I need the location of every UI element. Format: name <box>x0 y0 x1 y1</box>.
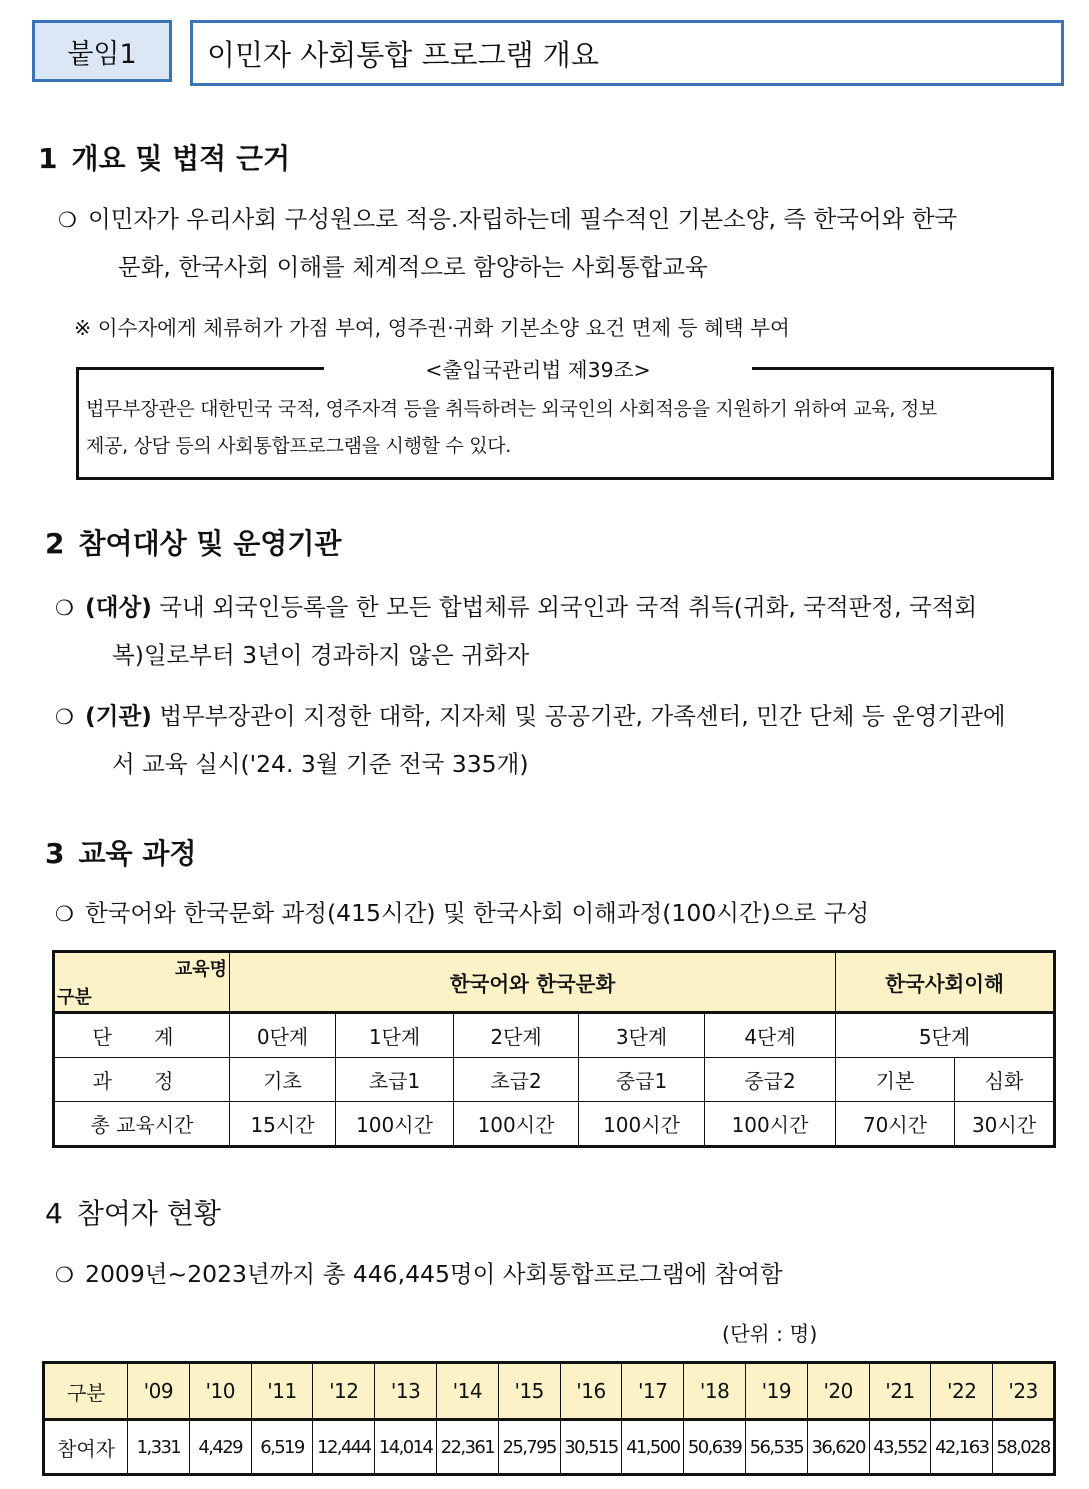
section3-bullet-text: 한국어와 한국문화 과정(415시간) 및 한국사회 이해과정(100시간)으로 구성 <box>85 899 870 927</box>
section1-bullet-line1: 이민자가 우리사회 구성원으로 적응.자립하는데 필수적인 기본소양, 즉 한국어와 한국 <box>88 205 958 233</box>
participant-count-cell: 14,014 <box>375 1420 437 1475</box>
table-row <box>54 1102 1055 1147</box>
org-label: (기관) <box>85 702 152 730</box>
bullet-circle-icon: ❍ <box>55 902 74 926</box>
course-cell: 심화 <box>955 1058 1055 1102</box>
section2-number: 2 <box>45 527 65 560</box>
document-title-text: 이민자 사회통합 프로그램 개요 <box>207 37 599 72</box>
section2-target-bullet <box>55 584 977 679</box>
law-line2: 제공, 상담 등의 사회통합프로그램을 시행할 수 있다. <box>86 435 512 457</box>
org-line2: 서 교육 실시('24. 3월 기준 전국 335개) <box>112 750 529 778</box>
hours-cell: 100시간 <box>705 1102 836 1147</box>
year-cell: '23 <box>993 1363 1055 1420</box>
year-cell: '17 <box>622 1363 684 1420</box>
section1-bullet-line2: 문화, 한국사회 이해를 체계적으로 함양하는 사회통합교육 <box>118 253 708 281</box>
year-cell: '14 <box>436 1363 498 1420</box>
course-cell: 중급1 <box>579 1058 705 1102</box>
course-cell: 기본 <box>836 1058 955 1102</box>
year-cell: '15 <box>498 1363 560 1420</box>
course-cell: 중급2 <box>705 1058 836 1102</box>
year-cell: '16 <box>560 1363 622 1420</box>
year-cell: '19 <box>745 1363 807 1420</box>
participant-count-cell: 43,552 <box>869 1420 931 1475</box>
bullet-circle-icon: ❍ <box>55 596 74 620</box>
section1-heading <box>38 137 290 177</box>
participant-count-cell: 41,500 <box>622 1420 684 1475</box>
participant-count-cell: 12,444 <box>313 1420 375 1475</box>
attachment-tag-label: 붙임1 <box>67 38 137 70</box>
section4-heading <box>45 1192 221 1232</box>
section1-number: 1 <box>38 142 58 175</box>
group-korean-language-culture: 한국어와 한국문화 <box>230 952 836 1013</box>
target-line2: 복)일로부터 3년이 경과하지 않은 귀화자 <box>112 641 530 669</box>
year-cell: '09 <box>128 1363 190 1420</box>
course-table-header-row <box>54 952 1055 1013</box>
section2-title: 참여대상 및 운영기관 <box>78 527 342 560</box>
group-korean-society: 한국사회이해 <box>836 952 1055 1013</box>
org-line1: 법무부장관이 지정한 대학, 지자체 및 공공기관, 가족센터, 민간 단체 등 운영기관에 <box>151 702 1006 730</box>
course-cell: 초급1 <box>336 1058 454 1102</box>
table-row <box>54 1013 1055 1058</box>
participant-count-cell: 30,515 <box>560 1420 622 1475</box>
participant-count-cell: 50,639 <box>684 1420 746 1475</box>
row-label-course: 과 정 <box>54 1058 230 1102</box>
stage-cell: 1단계 <box>336 1013 454 1058</box>
section4-bullet-text: 2009년~2023년까지 총 446,445명이 사회통합프로그램에 참여함 <box>85 1260 783 1288</box>
hours-cell: 30시간 <box>955 1102 1055 1147</box>
section4-bullet <box>55 1251 783 1299</box>
participants-value-row <box>44 1420 1055 1475</box>
year-cell: '20 <box>807 1363 869 1420</box>
hours-cell: 70시간 <box>836 1102 955 1147</box>
section3-title: 교육 과정 <box>78 837 197 870</box>
participant-count-cell: 4,429 <box>189 1420 251 1475</box>
section1-title: 개요 및 법적 근거 <box>71 142 291 175</box>
corner-top-label: 교육명 <box>174 959 227 980</box>
course-cell: 기초 <box>230 1058 336 1102</box>
participants-row-label: 참여자 <box>44 1420 128 1475</box>
hours-cell: 100시간 <box>336 1102 454 1147</box>
hours-cell: 100시간 <box>454 1102 579 1147</box>
table-row <box>54 1058 1055 1102</box>
stage-cell: 0단계 <box>230 1013 336 1058</box>
target-line1: 국내 외국인등록을 한 모든 합법체류 외국인과 국적 취득(귀화, 국적판정, 국적회 <box>151 593 978 621</box>
year-cell: '11 <box>251 1363 313 1420</box>
participant-count-cell: 36,620 <box>807 1420 869 1475</box>
participants-header-row <box>44 1363 1055 1420</box>
row-label-stage: 단 계 <box>54 1013 230 1058</box>
section2-org-bullet <box>55 693 1006 788</box>
stage-cell: 3단계 <box>579 1013 705 1058</box>
stage-cell: 5단계 <box>836 1013 1055 1058</box>
participant-count-cell: 42,163 <box>931 1420 993 1475</box>
participants-row-header: 구분 <box>44 1363 128 1420</box>
section1-bullet <box>58 196 957 291</box>
attachment-tag <box>32 20 172 82</box>
section1-note: ※ 이수자에게 체류허가 가점 부여, 영주권·귀화 기본소양 요건 면제 등 혜택 부여 <box>74 316 790 340</box>
bullet-circle-icon: ❍ <box>55 705 74 729</box>
year-cell: '21 <box>869 1363 931 1420</box>
section3-number: 3 <box>45 837 65 870</box>
year-cell: '12 <box>313 1363 375 1420</box>
document-title <box>190 20 1064 86</box>
target-label: (대상) <box>85 593 152 621</box>
participants-table <box>42 1361 1056 1476</box>
section3-heading <box>45 832 196 872</box>
bullet-circle-icon: ❍ <box>55 1263 74 1287</box>
course-table <box>52 950 1056 1148</box>
participant-count-cell: 22,361 <box>436 1420 498 1475</box>
participant-count-cell: 1,331 <box>128 1420 190 1475</box>
law-caption: <출입국관리법 제39조> <box>324 352 752 388</box>
stage-cell: 2단계 <box>454 1013 579 1058</box>
participant-count-cell: 56,535 <box>745 1420 807 1475</box>
unit-label: (단위 : 명) <box>722 1322 818 1346</box>
participant-count-cell: 58,028 <box>993 1420 1055 1475</box>
section4-number: 4 <box>45 1197 63 1230</box>
hours-cell: 15시간 <box>230 1102 336 1147</box>
row-label-hours: 총 교육시간 <box>54 1102 230 1147</box>
course-table-corner <box>54 952 230 1013</box>
participant-count-cell: 6,519 <box>251 1420 313 1475</box>
year-cell: '13 <box>375 1363 437 1420</box>
section4-title: 참여자 현황 <box>76 1197 221 1230</box>
corner-bottom-label: 구분 <box>57 987 92 1008</box>
year-cell: '18 <box>684 1363 746 1420</box>
year-cell: '22 <box>931 1363 993 1420</box>
law-excerpt-text <box>86 391 1056 465</box>
law-line1: 법무부장관은 대한민국 국적, 영주자격 등을 취득하려는 외국인의 사회적응을 지원하기 위하여 교육, 정보 <box>86 398 937 420</box>
participant-count-cell: 25,795 <box>498 1420 560 1475</box>
year-cell: '10 <box>189 1363 251 1420</box>
course-cell: 초급2 <box>454 1058 579 1102</box>
bullet-circle-icon: ❍ <box>58 208 77 232</box>
stage-cell: 4단계 <box>705 1013 836 1058</box>
section3-bullet <box>55 890 869 938</box>
section2-heading <box>45 522 341 562</box>
hours-cell: 100시간 <box>579 1102 705 1147</box>
